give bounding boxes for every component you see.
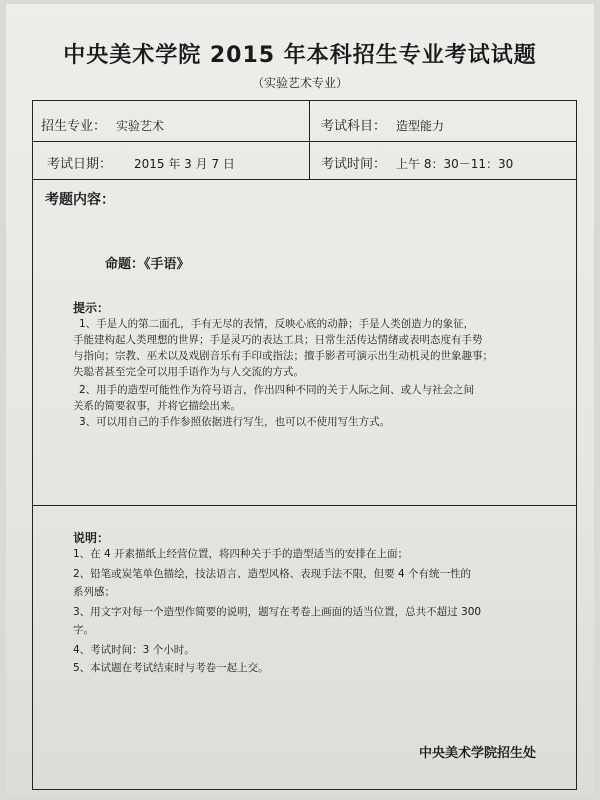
time-label: 考试时间： <box>321 157 387 172</box>
major-cell <box>41 115 164 134</box>
subject-cell <box>321 115 444 134</box>
date-cell <box>47 153 235 172</box>
note-line: 系列感； <box>73 586 115 598</box>
date-label: 考试日期： <box>47 157 113 172</box>
exam-paper <box>6 4 594 796</box>
hint-line: 与指向；宗教、巫术以及戏剧音乐有手印或指法；擅手影者可演示出生动机灵的世象趣事； <box>73 350 493 362</box>
hints-title: 提示： <box>73 301 110 315</box>
major-label: 招生专业： <box>41 119 107 134</box>
hint-line: 3、可以用自己的手作参照依据进行写生，也可以不使用写生方式。 <box>79 416 391 428</box>
hint-line: 2、用手的造型可能性作为符号语言，作出四种不同的关于人际之间、或人与社会之间 <box>79 384 475 396</box>
major-value: 实验艺术 <box>116 119 165 133</box>
subject-label: 考试科目： <box>321 119 387 134</box>
notes-title: 说明： <box>73 531 110 545</box>
issuer-signature: 中央美术学院招生处 <box>418 746 536 761</box>
time-cell <box>321 153 513 172</box>
hint-line: 手能建构起人类理想的世界；手是灵巧的表达工具；日常生活传达情绪或表明态度有手势 <box>73 334 483 346</box>
time-value: 上午 8：30－11：30 <box>396 157 514 171</box>
column-divider <box>309 101 310 179</box>
note-line: 4、考试时间：3 个小时。 <box>73 644 195 656</box>
exam-table <box>32 100 577 790</box>
hint-line: 失聪者甚至完全可以用手语作为与人交流的方式。 <box>73 366 304 378</box>
note-line: 2、铅笔或炭笔单色描绘，技法语言、造型风格、表现手法不限，但要 4 个有统一性的 <box>73 568 472 580</box>
row-divider <box>33 179 576 180</box>
note-line: 字。 <box>73 624 94 636</box>
proposition: 命题：《手语》 <box>105 257 190 272</box>
hint-line: 1、手是人的第二面孔，手有无尽的表情，反映心底的动静；手是人类创造力的象征， <box>79 318 475 330</box>
subject-value: 造型能力 <box>396 119 445 133</box>
hint-line: 关系的简要叙事，并将它描绘出来。 <box>73 400 241 412</box>
section-divider <box>33 505 576 506</box>
exam-subtitle: （实验艺术专业） <box>251 76 348 90</box>
date-value: 2015 年 3 月 7 日 <box>134 157 235 171</box>
note-line: 5、本试题在考试结束时与考卷一起上交。 <box>73 662 269 674</box>
row-divider <box>33 141 576 142</box>
note-line: 1、在 4 开素描纸上经营位置，将四种关于手的造型适当的安排在上面； <box>73 548 409 560</box>
note-line: 3、用文字对每一个造型作简要的说明，题写在考卷上画面的适当位置，总共不超过 300 <box>73 606 482 618</box>
exam-title: 中央美术学院 2015 年本科招生专业考试试题 <box>63 43 537 68</box>
section-label: 考题内容： <box>45 192 115 208</box>
